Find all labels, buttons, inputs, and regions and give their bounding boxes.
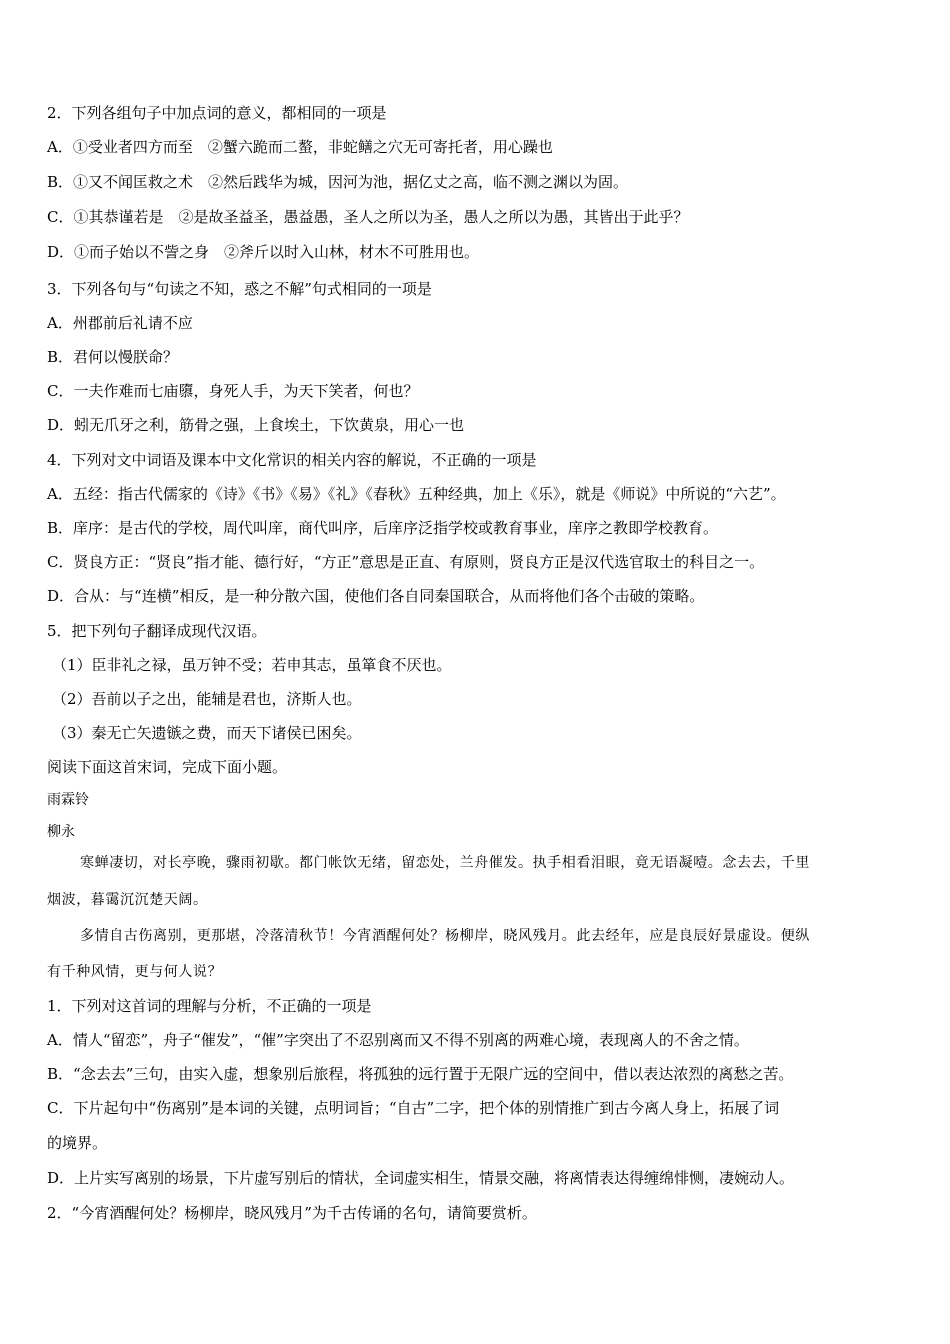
q5-stem: 5．把下列句子翻译成现代汉语。	[47, 622, 267, 640]
q4-option-d: D．合从：与“连横”相反，是一种分散六国，使他们各自同秦国联合，从而将他们各个击破的策略。	[47, 587, 705, 605]
q3-option-a: A．州郡前后礼请不应	[47, 314, 193, 332]
q4-option-a: A．五经：指古代儒家的《诗》《书》《易》《礼》《春秋》五种经典，加上《乐》，就是《师说》中所说的“六艺”。	[47, 485, 786, 503]
q4-option-c: C．贤良方正：“贤良”指才能、德行好，“方正”意思是正直、有原则，贤良方正是汉代选官取士的科目之一。	[47, 553, 765, 571]
q5-item-2: （2）吾前以子之出，能辅是君也，济斯人也。	[52, 690, 362, 708]
q2-option-c: C．①其恭谨若是 ②是故圣益圣，愚益愚，圣人之所以为圣，愚人之所以为愚，其皆出于此乎？	[47, 208, 689, 226]
q5-item-3: （3）秦无亡矢遗镞之费，而天下诸侯已困矣。	[52, 724, 362, 742]
s2-q2-stem: 2．“今宵酒醒何处？杨柳岸，晓风残月”为千古传诵的名句，请简要赏析。	[47, 1204, 537, 1222]
poem-author: 柳永	[47, 824, 75, 840]
poem-stanza2-line2: 有千种风情，更与何人说？	[47, 964, 223, 980]
q2-option-a: A．①受业者四方而至 ②蟹六跪而二螯，非蛇鳝之穴无可寄托者，用心躁也	[47, 138, 553, 156]
s2-q1-option-b: B．“念去去”三句，由实入虚，想象别后旅程，将孤独的远行置于无限广远的空间中，借以表达浓烈的离愁之苦。	[47, 1065, 794, 1083]
q3-option-d: D．蚓无爪牙之利，筋骨之强，上食埃土，下饮黄泉，用心一也	[47, 416, 465, 434]
poem-stanza1-line1: 寒蝉凄切，对长亭晚，骤雨初歇。都门帐饮无绪，留恋处，兰舟催发。执手相看泪眼，竟无语凝噎。念去去，千里	[80, 855, 810, 871]
s2-q1-option-a: A．情人“留恋”，舟子“催发”，“催”字突出了不忍别离而又不得不别离的两难心境，表现离人的不舍之情。	[47, 1031, 749, 1049]
q2-stem: 2．下列各组句子中加点词的意义，都相同的一项是	[47, 104, 387, 122]
q4-option-b: B．庠序：是古代的学校，周代叫庠，商代叫序，后庠序泛指学校或教育事业，庠序之教即学校教育。	[47, 519, 719, 537]
q3-option-c: C．一夫作难而七庙隳，身死人手，为天下笑者，何也？	[47, 382, 419, 400]
q3-option-b: B．君何以慢朕命？	[47, 348, 179, 366]
s2-q1-option-d: D．上片实写离别的场景，下片虚写别后的情状，全词虚实相生，情景交融，将离情表达得缠绵悱恻，凄婉动人。	[47, 1169, 795, 1187]
q2-option-b: B．①又不闻匡救之术 ②然后践华为城，因河为池，据亿丈之高，临不测之渊以为固。	[47, 173, 629, 191]
poem-title: 雨霖铃	[47, 792, 89, 808]
q2-option-d: D．①而子始以不訾之身 ②斧斤以时入山林，材木不可胜用也。	[47, 243, 480, 261]
reading-intro: 阅读下面这首宋词，完成下面小题。	[47, 758, 288, 776]
s2-q1-option-c-line1: C．下片起句中“伤离别”是本词的关键，点明词旨；“自古”二字，把个体的别情推广到古今离人身上，拓展了词	[47, 1099, 780, 1117]
poem-stanza1-line2: 烟波，暮霭沉沉楚天阔。	[47, 892, 208, 908]
q4-stem: 4．下列对文中词语及课本中文化常识的相关内容的解说，不正确的一项是	[47, 451, 537, 469]
poem-stanza2-line1: 多情自古伤离别，更那堪，冷落清秋节！今宵酒醒何处？杨柳岸，晓风残月。此去经年，应是良辰好景虚设。便纵	[80, 928, 810, 944]
s2-q1-stem: 1．下列对这首词的理解与分析，不正确的一项是	[47, 997, 372, 1015]
q5-item-1: （1）臣非礼之禄，虽万钟不受；若申其志，虽箪食不厌也。	[52, 656, 452, 674]
s2-q1-option-c-line2: 的境界。	[47, 1134, 108, 1152]
q3-stem: 3．下列各句与“句读之不知，惑之不解”句式相同的一项是	[47, 280, 432, 298]
